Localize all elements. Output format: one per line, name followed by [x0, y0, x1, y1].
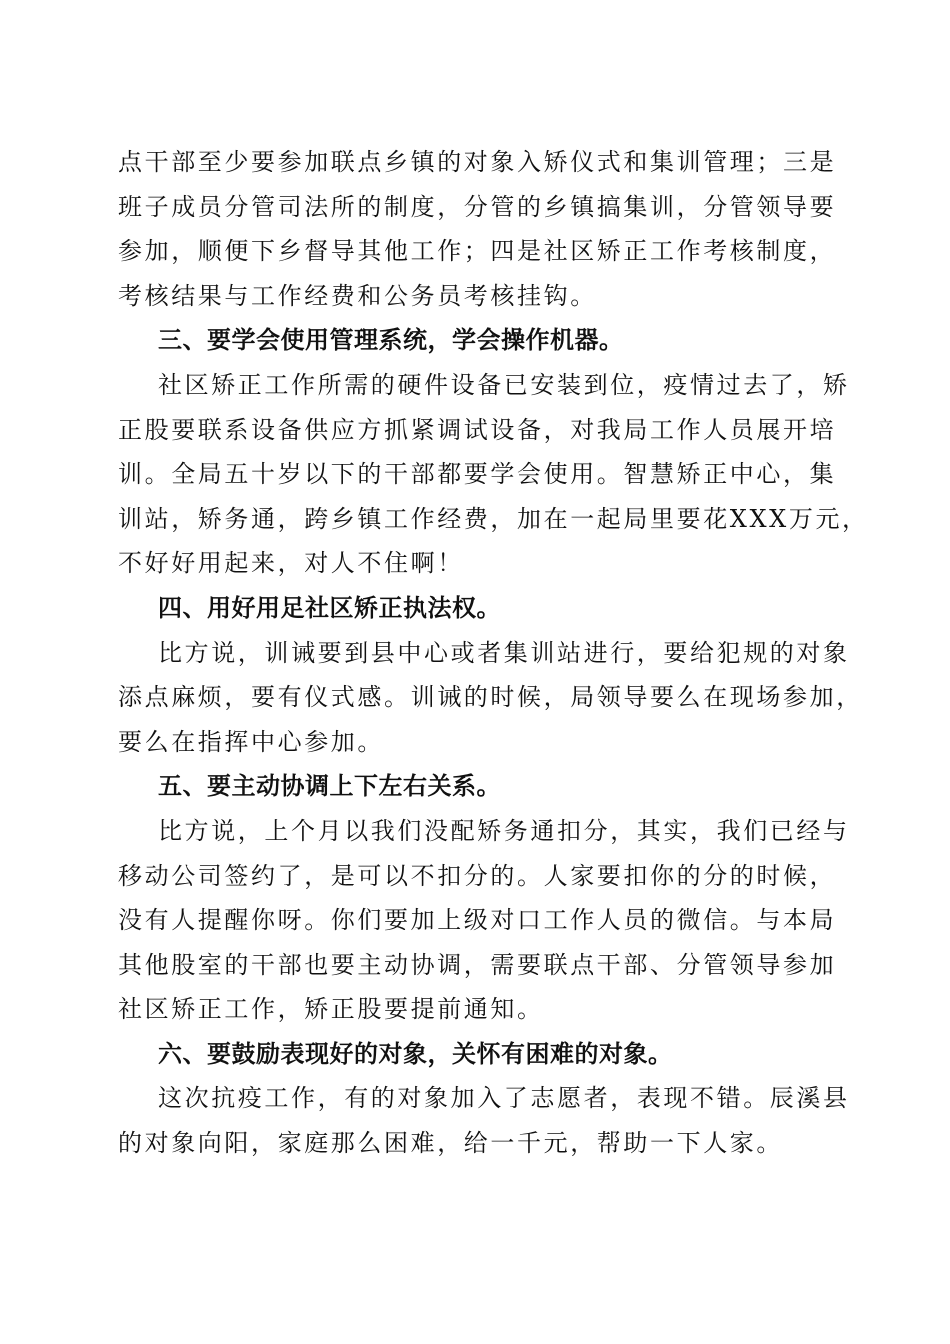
paragraph-line: 要么在指挥中心参加。: [118, 727, 384, 756]
paragraph-line: 正股要联系设备供应方抓紧调试设备，对我局工作人员展开培: [118, 415, 837, 444]
paragraph-line: 社区矫正工作，矫正股要提前通知。: [118, 995, 544, 1024]
paragraph-line: 没有人提醒你呀。你们要加上级对口工作人员的微信。与本局: [118, 906, 837, 935]
paragraph-line: 其他股室的干部也要主动协调，需要联点干部、分管领导参加: [118, 950, 837, 979]
paragraph-line: 的对象向阳，家庭那么困难，给一千元，帮助一下人家。: [118, 1129, 783, 1158]
paragraph-line: 添点麻烦，要有仪式感。训诫的时候，局领导要么在现场参加，: [118, 683, 863, 712]
paragraph-line: 社区矫正工作所需的硬件设备已安装到位，疫情过去了，矫: [158, 370, 850, 399]
section-heading: 四、用好用足社区矫正执法权。: [158, 593, 501, 622]
section-heading: 五、要主动协调上下左右关系。: [158, 772, 501, 801]
document-body: [118, 144, 869, 1170]
paragraph-line: 这次抗疫工作，有的对象加入了志愿者，表现不错。辰溪县: [158, 1084, 850, 1113]
paragraph-line: 考核结果与工作经费和公务员考核挂钩。: [118, 281, 597, 310]
paragraph-line: 比方说，训诫要到县中心或者集训站进行，要给犯规的对象: [158, 638, 850, 667]
paragraph-line: 训站，矫务通，跨乡镇工作经费，加在一起局里要花XXX万元，: [118, 504, 869, 533]
paragraph-line: 比方说，上个月以我们没配矫务通扣分，其实，我们已经与: [158, 816, 850, 845]
paragraph-line: 参加，顺便下乡督导其他工作；四是社区矫正工作考核制度，: [118, 237, 837, 266]
paragraph-line: 点干部至少要参加联点乡镇的对象入矫仪式和集训管理；三是: [118, 148, 837, 176]
paragraph-line: 不好好用起来，对人不住啊！: [118, 549, 464, 578]
paragraph-line: 移动公司签约了，是可以不扣分的。人家要扣你的分的时候，: [118, 861, 837, 890]
section-heading: 三、要学会使用管理系统，学会操作机器。: [158, 326, 624, 355]
paragraph-line: 班子成员分管司法所的制度，分管的乡镇搞集训，分管领导要: [118, 192, 837, 221]
paragraph-line: 训。全局五十岁以下的干部都要学会使用。智慧矫正中心，集: [118, 460, 837, 489]
section-heading: 六、要鼓励表现好的对象，关怀有困难的对象。: [158, 1039, 673, 1068]
